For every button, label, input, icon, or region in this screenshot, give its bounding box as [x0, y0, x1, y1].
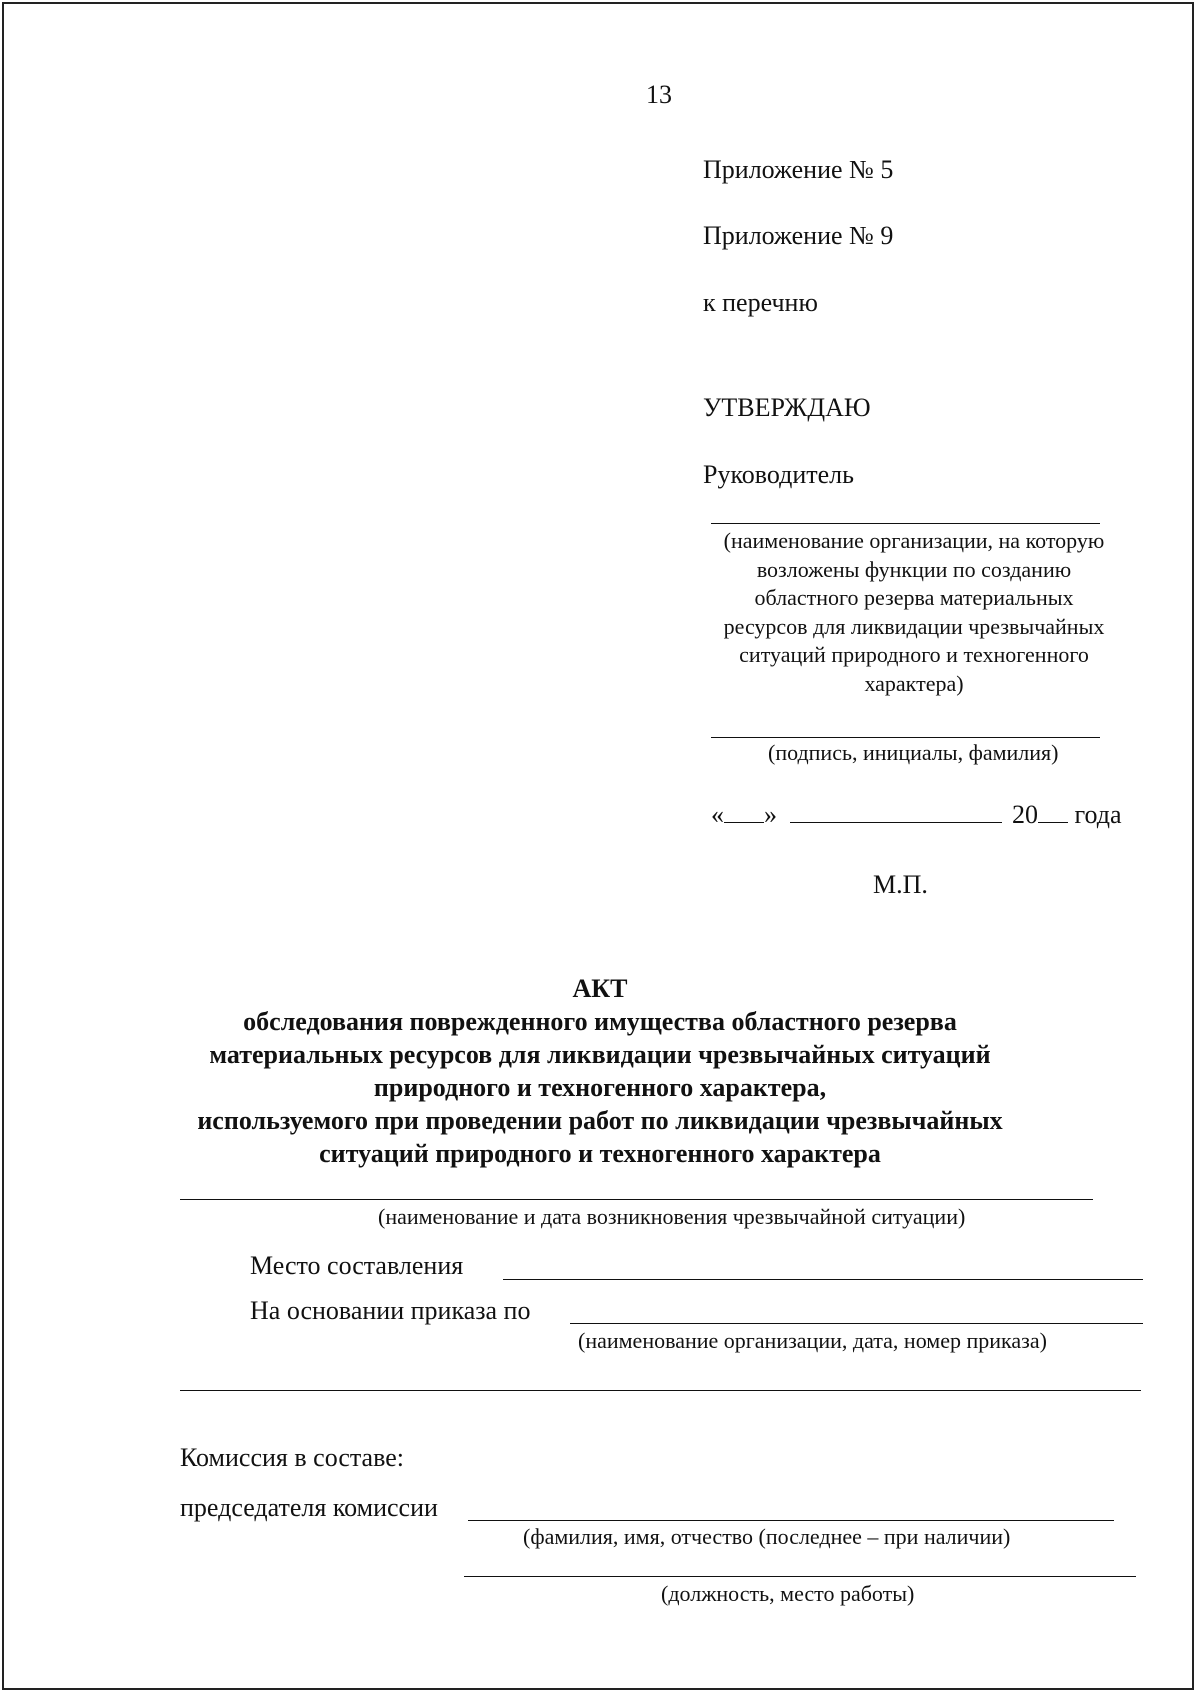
place-label: Место составления: [250, 1251, 464, 1280]
order-continuation-line[interactable]: [180, 1390, 1141, 1391]
year-prefix: 20: [1012, 800, 1038, 829]
year-word: года: [1074, 800, 1122, 829]
org-name-line[interactable]: [711, 523, 1100, 524]
page-number: 13: [646, 80, 672, 109]
order-label: На основании приказа по: [250, 1296, 531, 1325]
place-line[interactable]: [503, 1279, 1143, 1280]
signature-line[interactable]: [711, 737, 1100, 738]
appendix-number-5: Приложение № 5: [703, 155, 894, 184]
day-blank[interactable]: [724, 802, 764, 823]
signature-caption: (подпись, инициалы, фамилия): [768, 740, 1059, 765]
emergency-name-line[interactable]: [180, 1199, 1093, 1200]
org-name-caption: (наименование организации, на которую возложены функции по созданию областного резерва материальных ресурсов для ликвидации чрезвычайных ситуаций природного и техногенного характера): [723, 528, 1105, 696]
to-list-text: к перечню: [703, 288, 818, 317]
position-line[interactable]: [464, 1576, 1136, 1577]
approve-heading: УТВЕРЖДАЮ: [703, 393, 871, 422]
emergency-caption: (наименование и дата возникновения чрезвычайной ситуации): [378, 1204, 966, 1229]
date-close-quote: »: [764, 800, 777, 829]
month-blank[interactable]: [790, 802, 1002, 823]
date-open-quote: «: [711, 800, 724, 829]
order-caption: (наименование организации, дата, номер приказа): [578, 1328, 1047, 1353]
act-title: [150, 972, 1050, 1170]
fio-caption: (фамилия, имя, отчество (последнее – при наличии): [523, 1524, 1011, 1549]
act-title-line-5: ситуаций природного и техногенного характера: [319, 1139, 881, 1168]
chairman-name-line[interactable]: [468, 1520, 1114, 1521]
commission-label: Комиссия в составе:: [180, 1443, 404, 1472]
act-title-line-1: обследования поврежденного имущества областного резерва: [243, 1007, 957, 1036]
appendix-number-9: Приложение № 9: [703, 221, 894, 250]
head-label: Руководитель: [703, 460, 854, 489]
page-border: [2, 2, 1194, 1690]
act-title-line-2: материальных ресурсов для ликвидации чрезвычайных ситуаций: [209, 1040, 991, 1069]
act-title-line-3: природного и техногенного характера,: [373, 1073, 827, 1102]
act-title-line-4: используемого при проведении работ по ликвидации чрезвычайных: [197, 1106, 1003, 1135]
approval-date-line: [711, 800, 1122, 830]
order-line[interactable]: [570, 1323, 1143, 1324]
act-title-word: АКТ: [572, 974, 628, 1003]
chairman-label: председателя комиссии: [180, 1493, 438, 1522]
position-caption: (должность, место работы): [661, 1581, 915, 1606]
year-blank[interactable]: [1038, 802, 1068, 823]
seal-label: М.П.: [873, 870, 928, 899]
